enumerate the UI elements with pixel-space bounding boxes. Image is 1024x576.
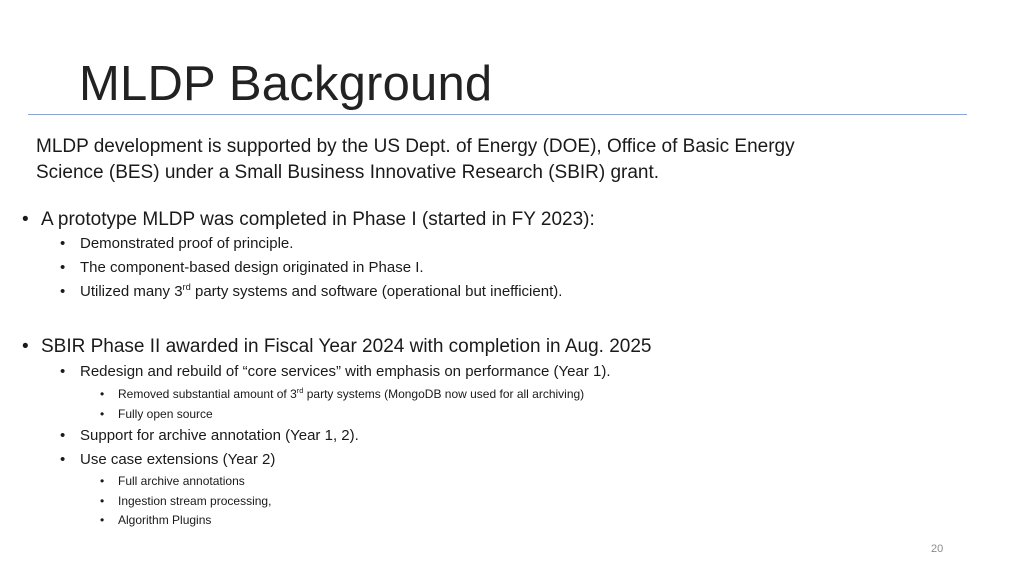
bullet-dot-icon: • <box>22 336 29 357</box>
bullet-dot-icon: • <box>100 513 105 527</box>
bullet-phase2-sub1a-post: party systems (MongoDB now used for all archiving) <box>303 387 585 401</box>
bullet-phase1-text: A prototype MLDP was completed in Phase I (started in FY 2023): <box>41 209 595 230</box>
bullet-phase1 <box>22 208 595 232</box>
bullet-phase2-sub1b-text: Fully open source <box>118 407 213 421</box>
bullet-dot-icon: • <box>100 387 105 401</box>
bullet-phase2-sub3 <box>60 450 276 470</box>
bullet-phase1-sub1 <box>60 234 294 254</box>
bullet-phase1-sub3-sup: rd <box>182 282 191 292</box>
bullet-phase2-sub3b <box>100 493 272 509</box>
bullet-phase1-sub2-text: The component-based design originated in Phase I. <box>80 259 424 276</box>
bullet-dot-icon: • <box>60 427 66 444</box>
bullet-phase2-sub2 <box>60 426 359 446</box>
bullet-dot-icon: • <box>100 474 105 488</box>
intro-line-2: Science (BES) under a Small Business Innovative Research (SBIR) grant. <box>36 162 660 183</box>
bullet-phase2-sub3a-text: Full archive annotations <box>118 474 245 488</box>
slide-title: MLDP Background <box>79 57 493 111</box>
bullet-phase1-sub3-post: party systems and software (operational but inefficient). <box>190 283 563 300</box>
bullet-dot-icon: • <box>60 363 66 380</box>
bullet-phase1-sub3-pre: Utilized many 3 <box>80 283 183 300</box>
bullet-phase2 <box>22 335 652 359</box>
title-divider <box>28 114 967 115</box>
bullet-dot-icon: • <box>60 259 66 276</box>
bullet-phase1-sub1-text: Demonstrated proof of principle. <box>80 235 294 252</box>
bullet-phase2-sub3-text: Use case extensions (Year 2) <box>80 451 276 468</box>
bullet-phase2-sub1-text: Redesign and rebuild of “core services” with emphasis on performance (Year 1). <box>80 363 611 380</box>
bullet-phase2-text: SBIR Phase II awarded in Fiscal Year 2024 with completion in Aug. 2025 <box>41 336 652 357</box>
bullet-phase2-sub1b <box>100 406 213 422</box>
bullet-phase2-sub1a <box>100 386 585 402</box>
intro-paragraph <box>36 134 936 186</box>
page-number: 20 <box>931 543 944 555</box>
bullet-phase2-sub1a-pre: Removed substantial amount of 3 <box>118 387 297 401</box>
bullet-phase2-sub3c-text: Algorithm Plugins <box>118 513 212 527</box>
bullet-dot-icon: • <box>60 283 66 300</box>
bullet-dot-icon: • <box>100 407 105 421</box>
bullet-phase2-sub1a-sup: rd <box>296 386 304 395</box>
bullet-dot-icon: • <box>22 209 29 230</box>
bullet-phase2-sub3c <box>100 512 212 528</box>
bullet-phase2-sub3b-text: Ingestion stream processing, <box>118 494 272 508</box>
bullet-dot-icon: • <box>60 235 66 252</box>
bullet-phase2-sub3a <box>100 473 245 489</box>
bullet-dot-icon: • <box>60 451 66 468</box>
bullet-phase2-sub2-text: Support for archive annotation (Year 1, 2). <box>80 427 359 444</box>
bullet-phase2-sub1 <box>60 362 611 382</box>
bullet-phase1-sub3 <box>60 282 563 302</box>
bullet-phase1-sub2 <box>60 258 424 278</box>
intro-line-1: MLDP development is supported by the US Dept. of Energy (DOE), Office of Basic Energy <box>36 136 795 157</box>
bullet-dot-icon: • <box>100 494 105 508</box>
